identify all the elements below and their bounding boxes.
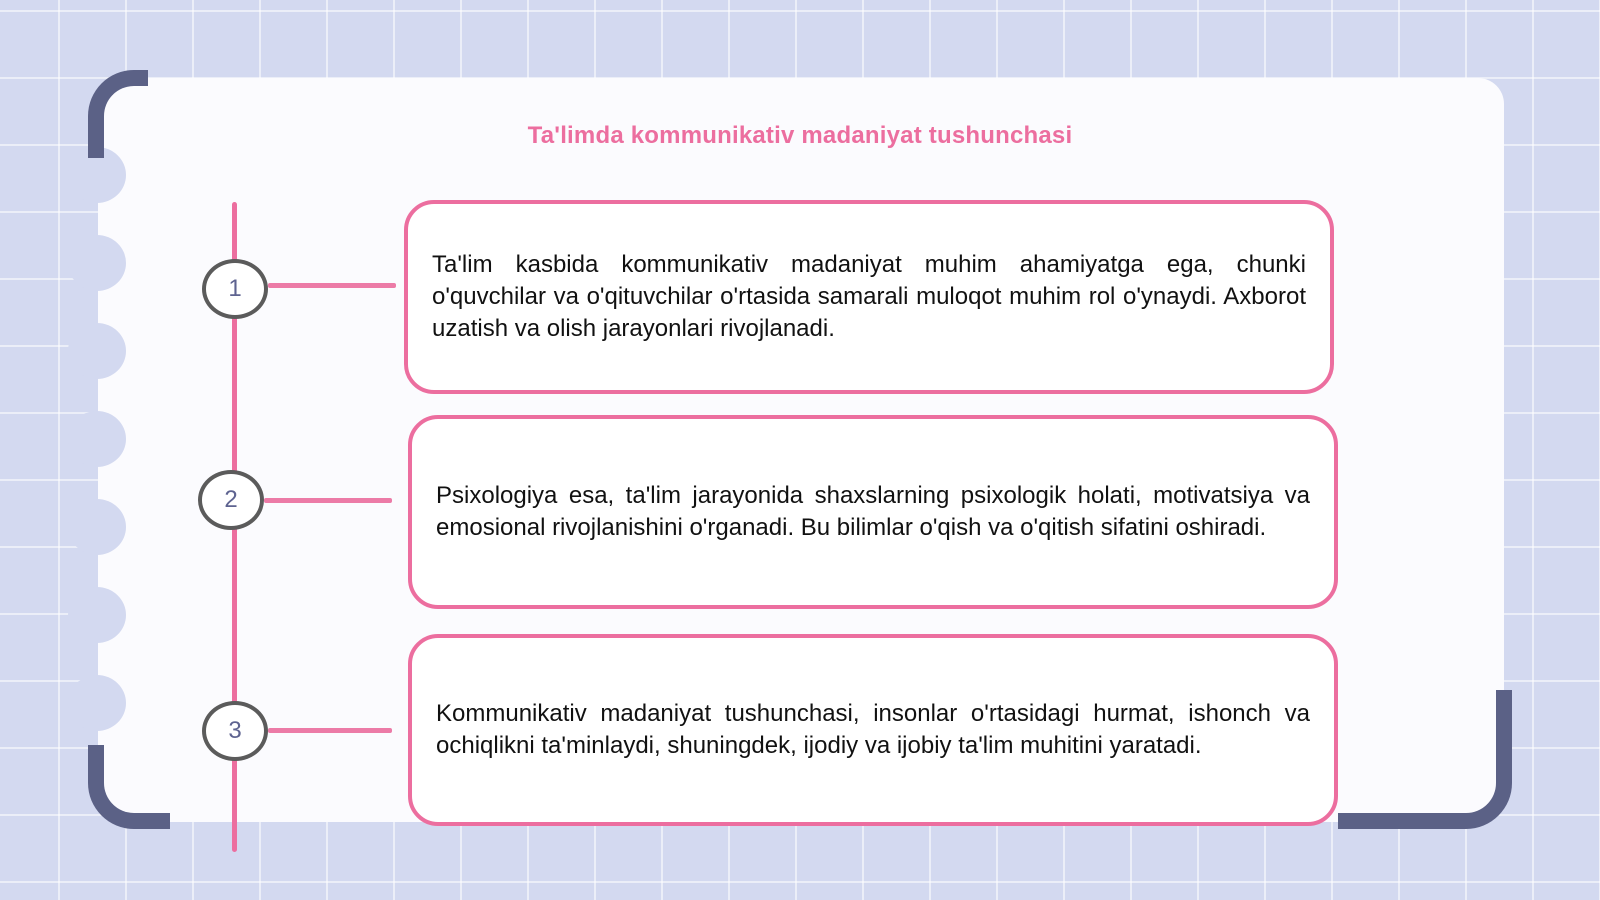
step-connector (268, 728, 392, 733)
paper-scallop (68, 499, 126, 555)
step-connector (268, 283, 396, 288)
step-text-3: Kommunikativ madaniyat tushunchasi, insonlar o'rtasidagi hurmat, ishonch va ochiqlikni ta'minlaydi, shuningdek, ijodiy va ijobiy ta'lim muhitini yaratadi. (436, 700, 1310, 759)
step-card-3 (408, 634, 1338, 826)
step-card-2 (408, 415, 1338, 609)
corner-bracket-bottom-left (88, 745, 170, 829)
paper-scallop (68, 323, 126, 379)
step-number-1: 1 (202, 259, 268, 319)
paper-scallop (68, 587, 126, 643)
step-number-3: 3 (202, 701, 268, 761)
paper-scallop (68, 235, 126, 291)
step-card-1 (404, 200, 1334, 394)
step-number-2: 2 (198, 470, 264, 530)
corner-bracket-top-left (88, 70, 148, 158)
slide-title: Ta'limda kommunikativ madaniyat tushunchasi (527, 122, 1073, 149)
corner-bracket-bottom-right (1338, 690, 1512, 829)
step-connector (264, 498, 392, 503)
step-text-1: Ta'lim kasbida kommunikativ madaniyat muhim ahamiyatga ega, chunki o'quvchilar va o'qituvchilar o'rtasida samarali muloqot muhim rol o'ynaydi. Axborot uzatish va olish jarayonlari rivojlanadi. (432, 251, 1306, 342)
paper-scallop (68, 675, 126, 731)
paper-scallop (68, 411, 126, 467)
step-text-2: Psixologiya esa, ta'lim jarayonida shaxslarning psixologik holati, motivatsiya va emosional rivojlanishini o'rganadi. Bu bilimlar o'qish va o'qitish sifatini oshiradi. (436, 482, 1310, 541)
